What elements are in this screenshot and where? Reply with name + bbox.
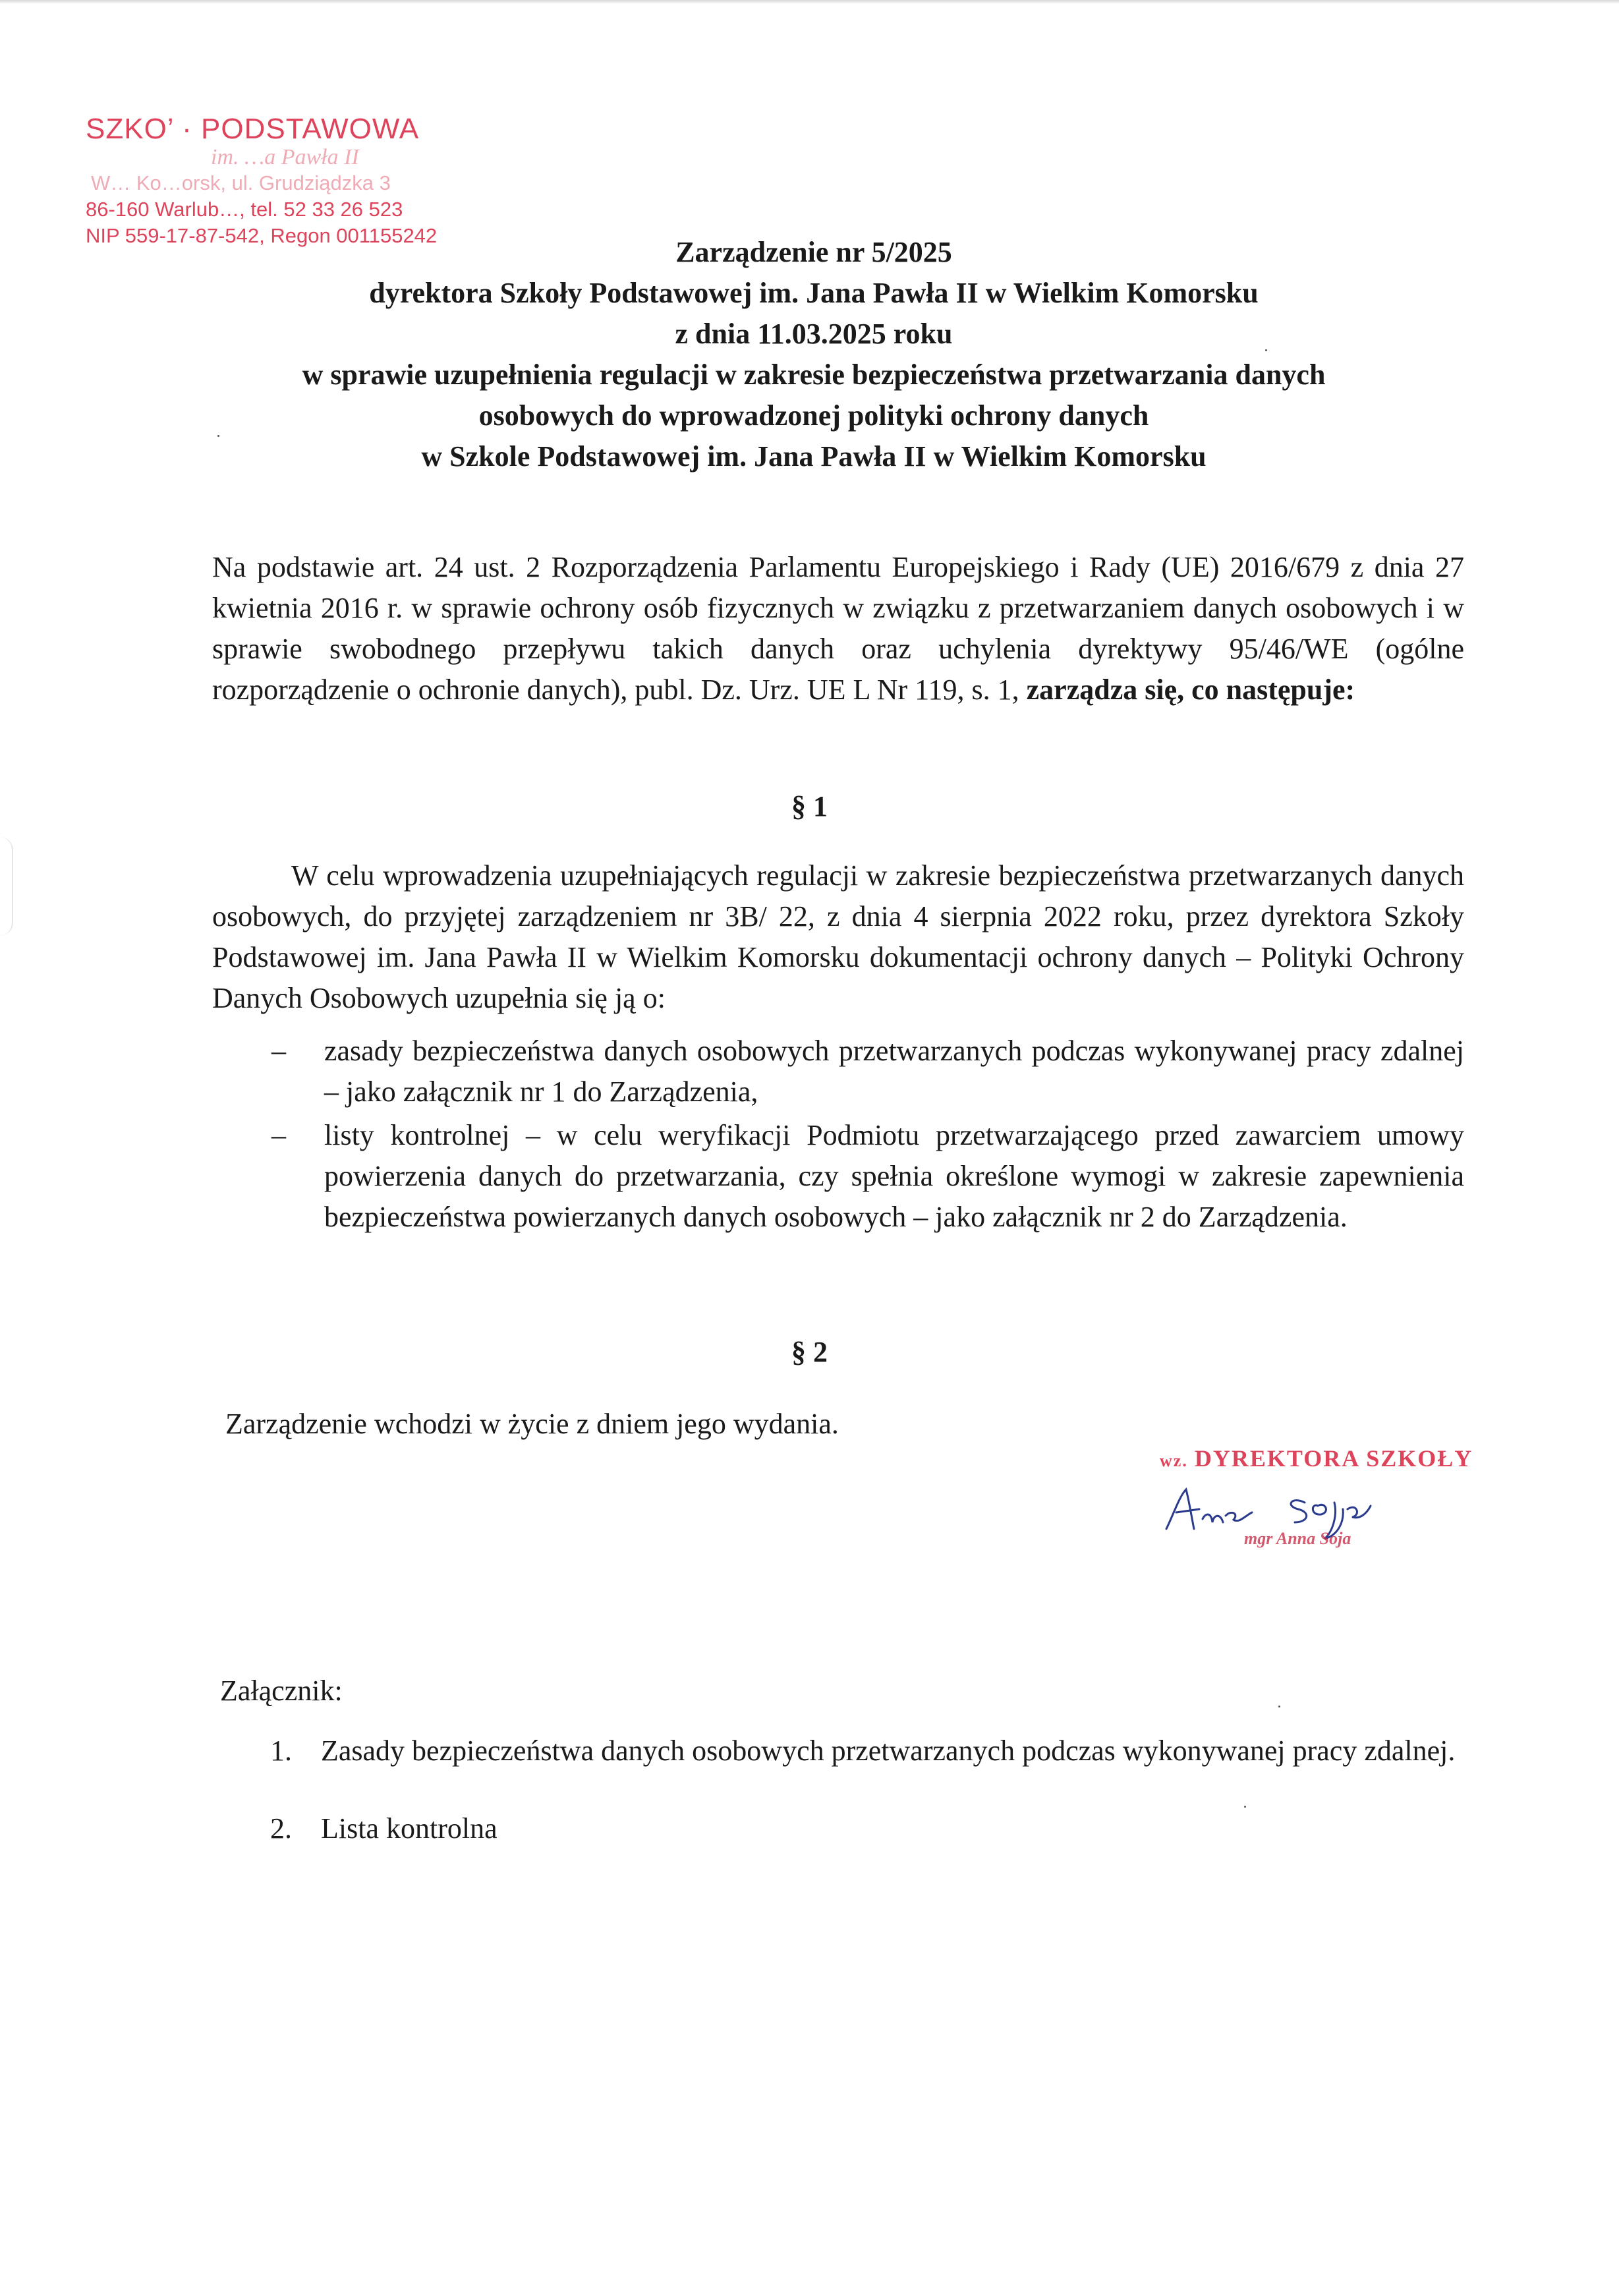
legal-basis-paragraph — [212, 547, 1464, 710]
list-item-text: zasady bezpieczeństwa danych osobowych przetwarzanych podczas wykonywanej pracy zdalnej – jako załącznik nr 1 do Zarządzenia, — [324, 1035, 1464, 1108]
item-number: 2. — [270, 1812, 292, 1845]
stamp-line-5: NIP 559-17-87-542, Regon 001155242 — [86, 224, 438, 247]
header-issuer: dyrektora Szkoły Podstawowej im. Jana Pawła II w Wielkim Komorsku — [369, 277, 1259, 309]
director-stamp — [1160, 1445, 1473, 1472]
signatory-name: mgr Anna Soja — [1244, 1529, 1351, 1548]
handwritten-signature — [1160, 1476, 1436, 1568]
attachments-list — [212, 1731, 1464, 1849]
stamp-line-2: im. …a Pawła II — [211, 145, 359, 169]
stamp-line-3: W… Ko…orsk, ul. Grudziądzka 3 — [91, 171, 391, 194]
list-item — [212, 1031, 1464, 1112]
header-date: z dnia 11.03.2025 roku — [675, 318, 953, 350]
scan-edge — [0, 0, 1619, 4]
stamp-line-4: 86-160 Warlub…, tel. 52 33 26 523 — [86, 198, 403, 221]
section-1-list — [212, 1031, 1464, 1240]
item-number: 1. — [270, 1735, 292, 1767]
stamp-line-1: SZKO’ · PODSTAWOWA — [86, 113, 420, 145]
attachment-text: Lista kontrolna — [321, 1812, 497, 1845]
legal-basis-decree: zarządza się, co następuje: — [1026, 674, 1355, 706]
document-title: Zarządzenie nr 5/2025 — [675, 236, 952, 268]
director-stamp-prefix: wz. — [1160, 1451, 1188, 1470]
attachment-text: Zasady bezpieczeństwa danych osobowych przetwarzanych podczas wykonywanej pracy zdalnej. — [321, 1735, 1456, 1767]
list-item — [212, 1115, 1464, 1238]
dash-bullet: – — [271, 1035, 286, 1067]
scan-speck — [217, 435, 219, 437]
school-stamp — [86, 113, 455, 249]
header-subject-2: osobowych do wprowadzonej polityki ochrony danych — [478, 399, 1149, 432]
scan-speck — [1265, 349, 1267, 351]
header-subject-3: w Szkole Podstawowej im. Jana Pawła II w Wielkim Komorsku — [421, 440, 1207, 473]
section-2-paragraph: Zarządzenie wchodzi w życie z dniem jego wydania. — [225, 1408, 839, 1440]
binder-hole-mark — [0, 837, 13, 936]
scan-speck — [1244, 1806, 1246, 1808]
section-1-paragraph: W celu wprowadzenia uzupełniających regulacji w zakresie bezpieczeństwa przetwarzanych danych osobowych, do przyjętej zarządzeniem nr 3B/ 22, z dnia 4 sierpnia 2022 roku, przez dyrektora Szkoły Podstawowej im. Jana Pawła II w Wielkim Komorsku dokumentacji ochrony danych – Polityki Ochrony Danych Osobowych uzupełnia się ją o: — [212, 859, 1464, 1014]
scan-speck — [1278, 1706, 1280, 1708]
legal-basis-text: Na podstawie art. 24 ust. 2 Rozporządzenia Parlamentu Europejskiego i Rady (UE) 2016/679 z dnia 27 kwietnia 2016 r. w sprawie ochrony osób fizycznych w związku z przetwarzaniem danych osobowych i w sprawie swobodnego przepływu takich danych oraz uchylenia dyrektywy 95/46/WE (ogólne rozporządzenie o ochronie danych), publ. Dz. Urz. UE L Nr 119, s. 1, — [212, 551, 1464, 706]
list-item — [212, 1808, 1464, 1849]
attachments-title: Załącznik: — [220, 1675, 343, 1707]
list-item — [212, 1731, 1464, 1771]
section-1-heading: § 1 — [791, 790, 828, 822]
header-subject-1: w sprawie uzupełnienia regulacji w zakresie bezpieczeństwa przetwarzania danych — [302, 359, 1326, 391]
list-item-text: listy kontrolnej – w celu weryfikacji Podmiotu przetwarzającego przed zawarciem umowy powierzenia danych do przetwarzania, czy spełnia określone wymogi w zakresie zapewnienia bezpieczeństwa powierzanych danych osobowych – jako załącznik nr 2 do Zarządzenia. — [324, 1119, 1464, 1233]
dash-bullet: – — [271, 1119, 286, 1151]
director-stamp-title: DYREKTORA SZKOŁY — [1194, 1445, 1473, 1472]
section-2-heading: § 2 — [791, 1336, 828, 1368]
document-header — [158, 232, 1469, 477]
